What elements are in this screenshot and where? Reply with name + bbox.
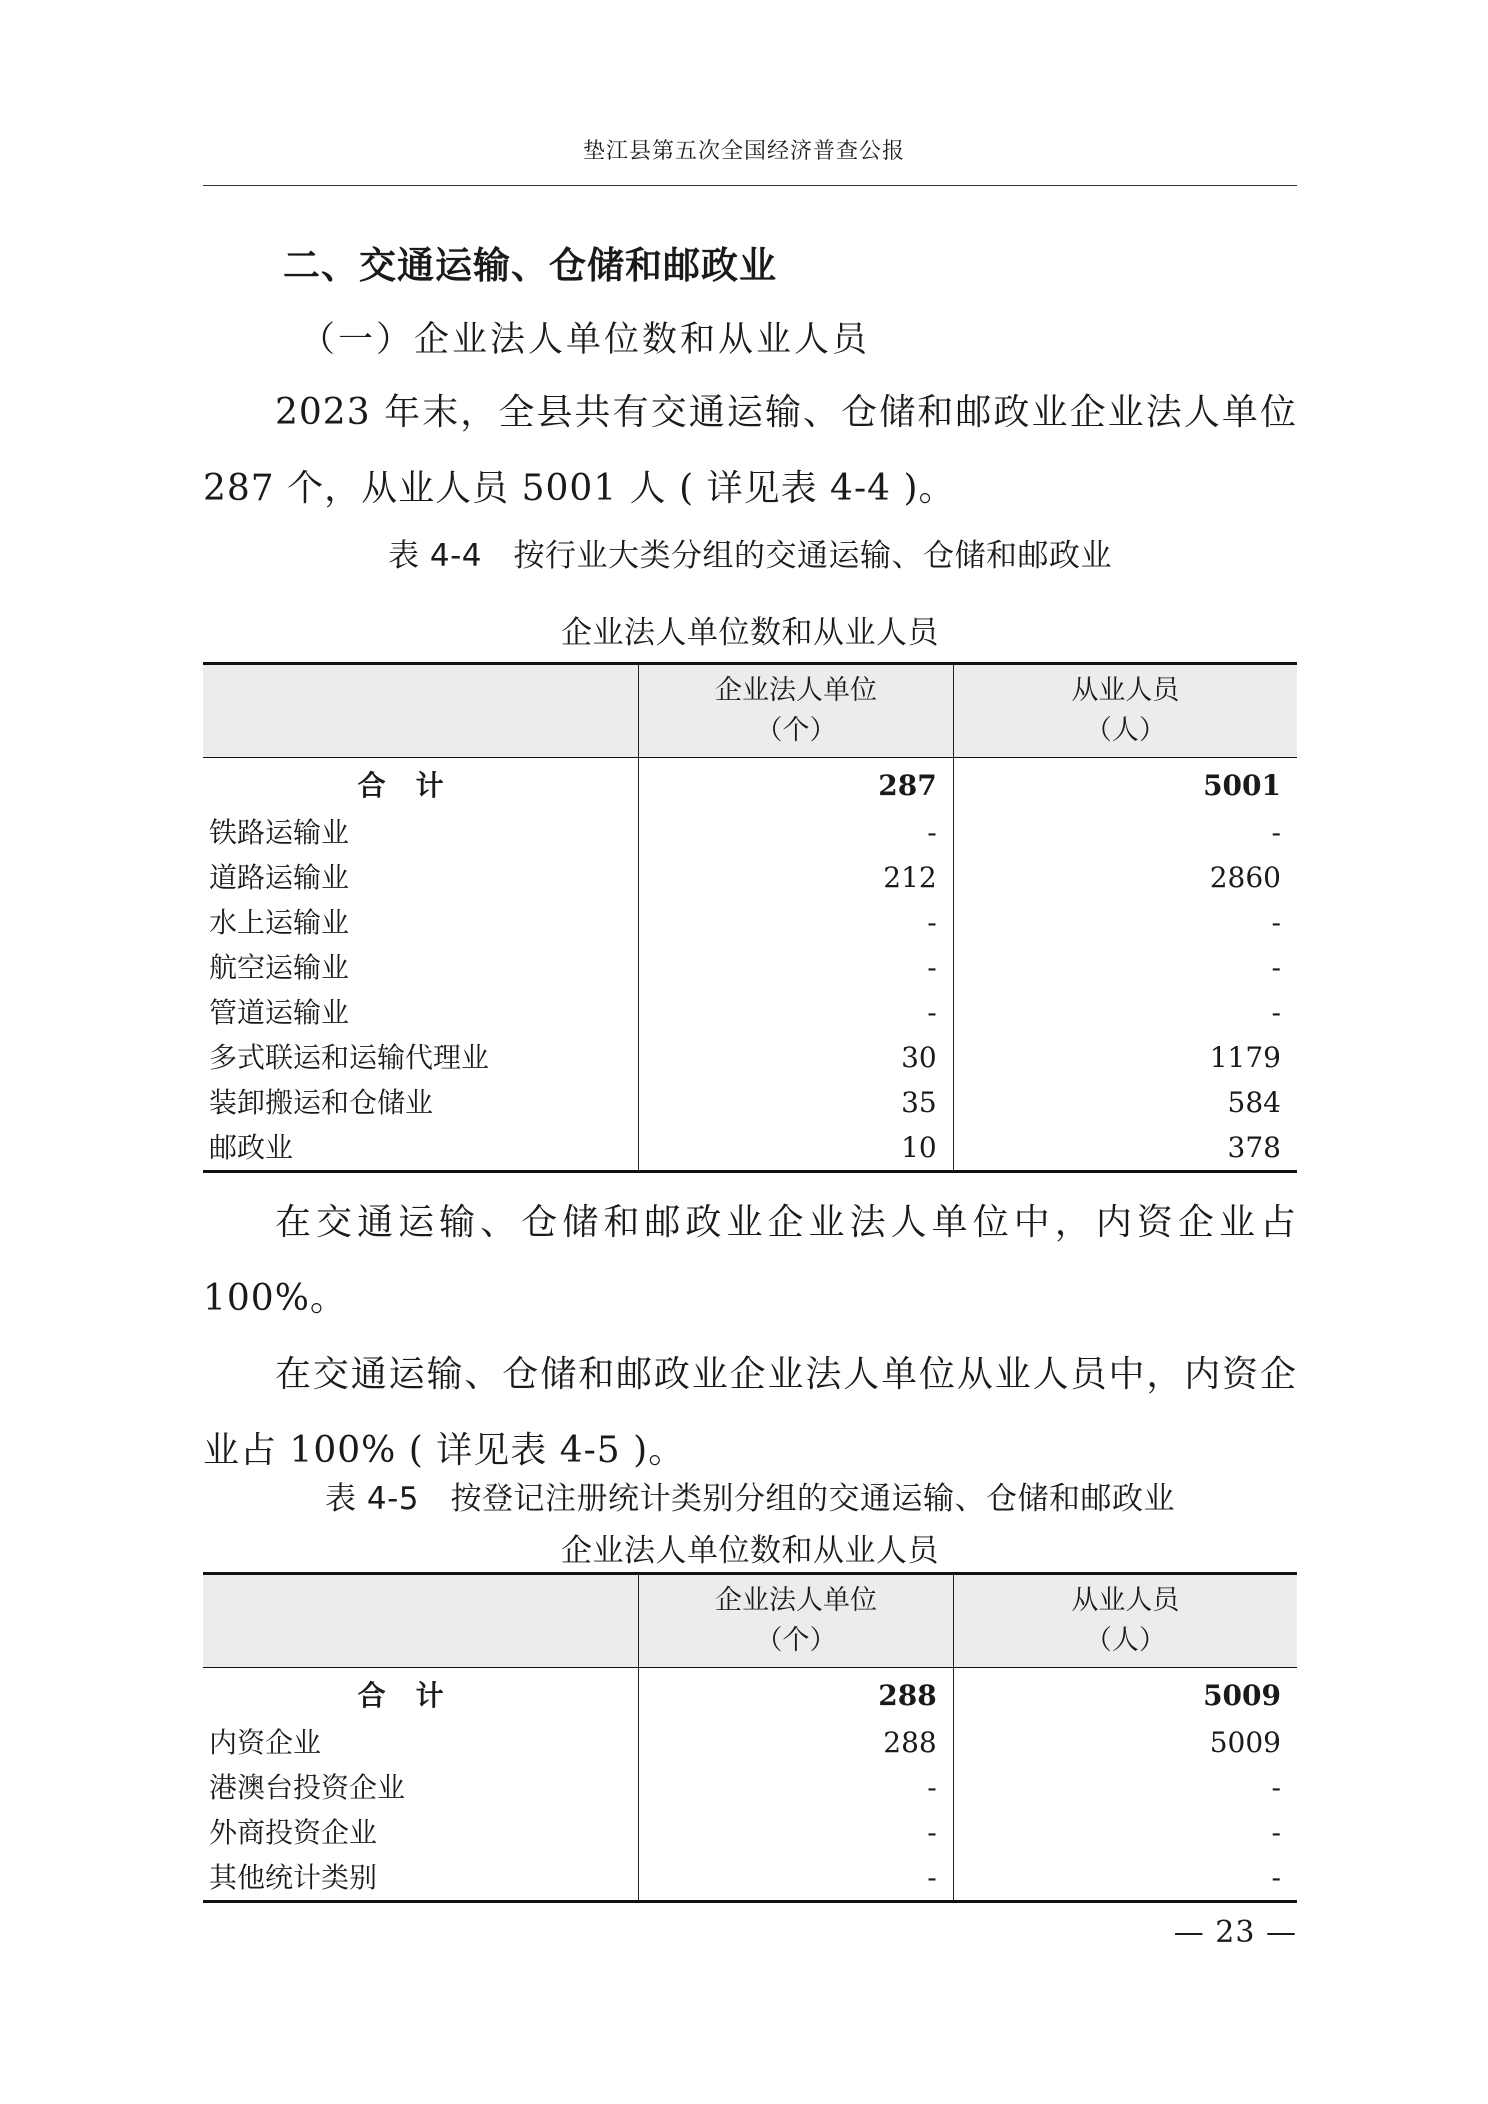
paragraph-domestic-employees: 在交通运输、仓储和邮政业企业法人单位从业人员中，内资企业占 100% ( 详见表 4-5 )。: [203, 1354, 1297, 1471]
table-4-5: [203, 1572, 1297, 1903]
row-employees: 5009: [953, 1668, 1297, 1721]
row-employees: -: [953, 810, 1297, 855]
table-row: [203, 1125, 1297, 1172]
row-employees: 5001: [953, 758, 1297, 811]
table-4-5-caption-line2: 企业法人单位数和从业人员: [561, 1533, 939, 1569]
header-employees: [953, 1574, 1297, 1668]
paragraph-domestic-units: 在交通运输、仓储和邮政业企业法人单位中，内资企业占100%。: [203, 1202, 1297, 1319]
table-4-4: [203, 662, 1297, 1173]
row-name: 航空运输业: [209, 951, 350, 984]
header-units-unit: （个）: [755, 1625, 837, 1656]
header-units-unit: （个）: [755, 715, 837, 746]
row-name: 铁路运输业: [209, 816, 350, 849]
table-row: [203, 855, 1297, 900]
row-employees: -: [953, 1765, 1297, 1810]
row-employees: 5009: [953, 1720, 1297, 1765]
table-4-5-caption-line1: 表 4-5 按登记注册统计类别分组的交通运输、仓储和邮政业: [325, 1481, 1175, 1517]
row-name: 水上运输业: [209, 906, 350, 939]
header-rule: [203, 185, 1297, 186]
table-row: [203, 1080, 1297, 1125]
row-employees: 2860: [953, 855, 1297, 900]
row-employees: 378: [953, 1125, 1297, 1172]
row-name: 管道运输业: [209, 996, 350, 1029]
table-header-row: [203, 1574, 1297, 1668]
row-employees: -: [953, 1810, 1297, 1855]
row-units: 10: [639, 1125, 954, 1172]
row-units: 287: [639, 758, 954, 811]
table-row: [203, 1810, 1297, 1855]
row-employees: -: [953, 945, 1297, 990]
table-row: [203, 810, 1297, 855]
row-units: -: [639, 1810, 954, 1855]
row-units: -: [639, 900, 954, 945]
row-units: 212: [639, 855, 954, 900]
page-number: — 23 —: [1173, 1915, 1297, 1950]
row-units: 30: [639, 1035, 954, 1080]
row-employees: -: [953, 990, 1297, 1035]
table-row: [203, 1720, 1297, 1765]
subsection-heading: （一）企业法人单位数和从业人员: [300, 320, 871, 360]
row-name: 多式联运和运输代理业: [209, 1041, 490, 1074]
header-employees-label: 从业人员: [1071, 1585, 1180, 1616]
row-employees: -: [953, 1855, 1297, 1902]
header-units-label: 企业法人单位: [714, 1585, 877, 1616]
header-units: [639, 664, 954, 758]
table-row: [203, 990, 1297, 1035]
header-employees-unit: （人）: [1084, 1625, 1166, 1656]
header-employees-unit: （人）: [1084, 715, 1166, 746]
table-row: [203, 1035, 1297, 1080]
row-name: 外商投资企业: [209, 1816, 378, 1849]
row-units: -: [639, 990, 954, 1035]
table-total-row: [203, 758, 1297, 811]
row-name: 邮政业: [209, 1131, 294, 1164]
running-header: 垫江县第五次全国经济普查公报: [582, 139, 905, 164]
row-units: -: [639, 810, 954, 855]
header-employees-label: 从业人员: [1071, 675, 1180, 706]
row-units: 288: [639, 1668, 954, 1721]
table-total-row: [203, 1668, 1297, 1721]
table-4-4-caption-line1: 表 4-4 按行业大类分组的交通运输、仓储和邮政业: [388, 538, 1112, 574]
row-units: 288: [639, 1720, 954, 1765]
row-name: 装卸搬运和仓储业: [209, 1086, 434, 1119]
row-employees: -: [953, 900, 1297, 945]
table-row: [203, 900, 1297, 945]
row-name: 港澳台投资企业: [209, 1771, 406, 1804]
row-name: 合计: [357, 768, 474, 802]
header-units: [639, 1574, 954, 1668]
row-units: 35: [639, 1080, 954, 1125]
row-units: -: [639, 1855, 954, 1902]
row-employees: 584: [953, 1080, 1297, 1125]
row-name: 合计: [357, 1678, 474, 1712]
header-blank-cell: [203, 664, 639, 758]
row-name: 道路运输业: [209, 861, 350, 894]
row-units: -: [639, 945, 954, 990]
row-employees: 1179: [953, 1035, 1297, 1080]
header-units-label: 企业法人单位: [714, 675, 877, 706]
table-row: [203, 945, 1297, 990]
header-employees: [953, 664, 1297, 758]
header-blank-cell: [203, 1574, 639, 1668]
row-name: 内资企业: [209, 1726, 322, 1759]
table-row: [203, 1765, 1297, 1810]
section-heading: 二、交通运输、仓储和邮政业: [283, 244, 777, 287]
table-4-4-caption-line2: 企业法人单位数和从业人员: [561, 615, 939, 651]
row-units: -: [639, 1765, 954, 1810]
table-row: [203, 1855, 1297, 1902]
row-name: 其他统计类别: [209, 1861, 378, 1894]
paragraph-summary: 2023 年末，全县共有交通运输、仓储和邮政业企业法人单位287 个，从业人员 5001 人 ( 详见表 4-4 )。: [203, 392, 1297, 509]
table-header-row: [203, 664, 1297, 758]
